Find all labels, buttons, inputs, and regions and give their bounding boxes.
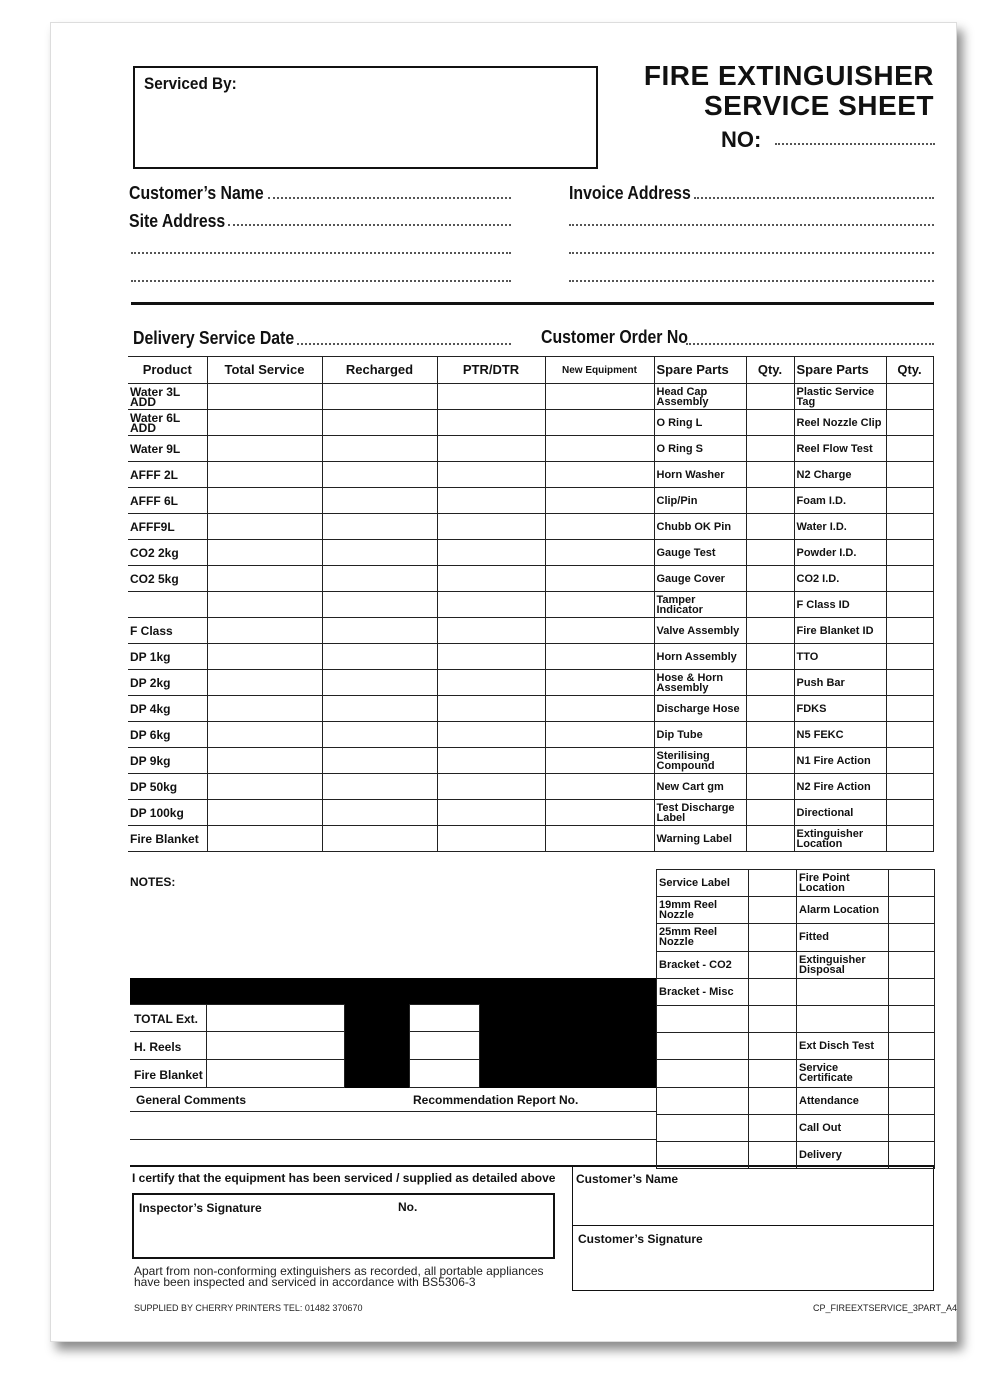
spare-part-2-cell: TTO <box>794 644 886 670</box>
spare-part-2-cell: Powder I.D. <box>794 540 886 566</box>
new-equipment-cell[interactable] <box>545 514 654 540</box>
notes-label: NOTES: <box>130 875 176 889</box>
qty-2-cell[interactable] <box>886 592 933 618</box>
qty-2-cell[interactable] <box>886 774 933 800</box>
qty-1-cell[interactable] <box>746 618 794 644</box>
customer-signature-box[interactable] <box>572 1225 934 1291</box>
product-cell: DP 9kg <box>128 748 207 774</box>
product-cell: DP 4kg <box>128 696 207 722</box>
col-header-qty-1: Qty. <box>746 357 794 384</box>
serviced-by-box[interactable] <box>133 66 598 169</box>
table-row <box>128 800 933 826</box>
certify-statement: I certify that the equipment has been serviced / supplied as detailed above <box>132 1171 556 1185</box>
supplier-footer: SUPPLIED BY CHERRY PRINTERS TEL: 01482 370670 <box>134 1303 363 1313</box>
qty-1-cell[interactable] <box>746 696 794 722</box>
spare-part-2-cell: Plastic Service Tag <box>794 384 886 410</box>
table-row <box>128 488 933 514</box>
spare-part-2-cell: Reel Flow Test <box>794 436 886 462</box>
recharged-cell[interactable] <box>322 774 437 800</box>
table-row <box>128 540 933 566</box>
recharged-cell[interactable] <box>322 748 437 774</box>
spare-part-2-cell: Directional <box>794 800 886 826</box>
qty-2-cell[interactable] <box>886 748 933 774</box>
total-service-cell[interactable] <box>207 566 322 592</box>
delivery-date-field[interactable] <box>297 343 511 345</box>
qty-2-cell[interactable] <box>886 514 933 540</box>
recharged-cell[interactable] <box>322 618 437 644</box>
recharged-cell[interactable] <box>322 722 437 748</box>
recharged-cell[interactable] <box>322 384 437 410</box>
spare-part-2-cell: Foam I.D. <box>794 488 886 514</box>
recharged-cell[interactable] <box>322 462 437 488</box>
divider-rule <box>131 302 934 305</box>
spare-part-2-cell <box>796 978 889 1006</box>
new-equipment-cell[interactable] <box>545 410 654 436</box>
spare-part-1-cell: Service Label <box>656 869 749 897</box>
product-cell: CO2 2kg <box>128 540 207 566</box>
title-line-1: FIRE EXTINGUISHER <box>643 60 934 91</box>
qty-2-cell[interactable] <box>888 1005 935 1033</box>
fire-blanket-field-2[interactable] <box>409 1059 480 1088</box>
qty-1-cell[interactable] <box>748 896 797 924</box>
qty-1-cell[interactable] <box>746 800 794 826</box>
total-service-cell[interactable] <box>207 592 322 618</box>
inspector-signature-box[interactable] <box>132 1193 555 1259</box>
spare-part-2-cell: CO2 I.D. <box>794 566 886 592</box>
no-label: NO: <box>721 127 762 152</box>
total-service-cell[interactable] <box>207 410 322 436</box>
spare-part-1-cell <box>656 1032 749 1060</box>
ptr-dtr-cell[interactable] <box>437 774 545 800</box>
spare-part-2-cell <box>796 1005 889 1033</box>
ptr-dtr-cell[interactable] <box>437 410 545 436</box>
black-band <box>130 978 657 1005</box>
total-ext-field-2[interactable] <box>409 1004 480 1032</box>
total-ext-label: TOTAL Ext. <box>134 1012 199 1026</box>
product-cell <box>128 592 207 618</box>
total-service-cell[interactable] <box>207 436 322 462</box>
fire-blanket-row <box>130 1059 207 1088</box>
qty-1-cell[interactable] <box>748 1032 797 1060</box>
qty-1-cell[interactable] <box>746 436 794 462</box>
ptr-dtr-cell[interactable] <box>437 384 545 410</box>
spare-part-1-cell: Hose & Horn Assembly <box>654 670 746 696</box>
invoice-address-field-3[interactable] <box>569 252 934 254</box>
h-reels-label: H. Reels <box>134 1040 182 1054</box>
col-header-spare-parts-2: Spare Parts <box>794 357 886 384</box>
inspector-signature-label: Inspector’s Signature <box>139 1201 262 1215</box>
table-row <box>128 566 933 592</box>
qty-1-cell[interactable] <box>746 774 794 800</box>
spare-part-2-cell: Extinguisher Disposal <box>796 951 889 979</box>
new-equipment-cell[interactable] <box>545 384 654 410</box>
h-reels-row <box>130 1031 207 1060</box>
spare-part-1-cell: Chubb OK Pin <box>654 514 746 540</box>
spare-part-2-cell: Reel Nozzle Clip <box>794 410 886 436</box>
qty-2-cell[interactable] <box>888 1087 935 1115</box>
col-header-ptr-dtr: PTR/DTR <box>437 357 545 384</box>
col-header-new-equipment: New Equipment <box>545 357 654 384</box>
col-header-product: Product <box>128 357 207 384</box>
invoice-address-label: Invoice Address <box>569 183 691 203</box>
total-service-cell[interactable] <box>207 462 322 488</box>
qty-2-cell[interactable] <box>888 1141 935 1169</box>
qty-1-cell[interactable] <box>748 923 797 951</box>
qty-2-cell[interactable] <box>888 896 935 924</box>
qty-2-cell[interactable] <box>886 800 933 826</box>
product-cell: F Class <box>128 618 207 644</box>
spare-part-2-cell: Extinguisher Location <box>794 826 886 852</box>
qty-1-cell[interactable] <box>746 514 794 540</box>
ptr-dtr-cell[interactable] <box>437 592 545 618</box>
spare-part-1-cell <box>656 1059 749 1087</box>
qty-2-cell[interactable] <box>886 488 933 514</box>
invoice-address-field-4[interactable] <box>569 280 934 282</box>
customer-name-label: Customer’s Name <box>129 183 264 203</box>
recharged-cell[interactable] <box>322 696 437 722</box>
customer-name-field[interactable] <box>268 197 511 199</box>
table-row <box>128 410 933 436</box>
recharged-cell[interactable] <box>322 436 437 462</box>
qty-1-cell[interactable] <box>746 540 794 566</box>
qty-1-cell[interactable] <box>746 384 794 410</box>
new-equipment-cell[interactable] <box>545 592 654 618</box>
product-cell: Water 9L <box>128 436 207 462</box>
qty-2-cell[interactable] <box>886 462 933 488</box>
total-service-cell[interactable] <box>207 826 322 852</box>
qty-2-cell[interactable] <box>888 1114 935 1142</box>
qty-2-cell[interactable] <box>886 410 933 436</box>
spare-part-1-cell <box>656 1141 749 1169</box>
spare-part-1-cell: Gauge Cover <box>654 566 746 592</box>
qty-1-cell[interactable] <box>748 1114 797 1142</box>
product-cell: DP 6kg <box>128 722 207 748</box>
general-comments-label: General Comments <box>136 1093 247 1107</box>
qty-1-cell[interactable] <box>746 462 794 488</box>
ptr-dtr-cell[interactable] <box>437 488 545 514</box>
spare-part-2-cell: N5 FEKC <box>794 722 886 748</box>
spare-part-2-cell: Ext Disch Test <box>796 1032 889 1060</box>
qty-1-cell[interactable] <box>746 488 794 514</box>
fire-blanket-total-label: Fire Blanket <box>134 1068 203 1082</box>
spare-part-1-cell: O Ring L <box>654 410 746 436</box>
recharged-cell[interactable] <box>322 540 437 566</box>
new-equipment-cell[interactable] <box>545 566 654 592</box>
qty-1-cell[interactable] <box>746 722 794 748</box>
product-cell: Water 6L ADD <box>128 410 207 436</box>
qty-2-cell[interactable] <box>886 540 933 566</box>
table-row <box>128 592 933 618</box>
col-header-total-service: Total Service <box>207 357 322 384</box>
ptr-dtr-cell[interactable] <box>437 670 545 696</box>
spare-part-1-cell <box>656 1005 749 1033</box>
new-equipment-cell[interactable] <box>545 696 654 722</box>
ptr-dtr-cell[interactable] <box>437 826 545 852</box>
recharged-cell[interactable] <box>322 410 437 436</box>
table-row <box>128 774 933 800</box>
spare-part-2-cell: N2 Fire Action <box>794 774 886 800</box>
table-row <box>128 384 933 410</box>
qty-2-cell[interactable] <box>886 696 933 722</box>
qty-2-cell[interactable] <box>888 951 935 979</box>
qty-2-cell[interactable] <box>888 1032 935 1060</box>
no-field[interactable] <box>775 143 935 145</box>
col-header-recharged: Recharged <box>322 357 437 384</box>
black-block-2 <box>479 1005 657 1088</box>
recharged-cell[interactable] <box>322 670 437 696</box>
qty-2-cell[interactable] <box>888 923 935 951</box>
new-equipment-cell[interactable] <box>545 462 654 488</box>
spare-part-2-cell: Call Out <box>796 1114 889 1142</box>
spare-part-1-cell: O Ring S <box>654 436 746 462</box>
product-cell: Fire Blanket <box>128 826 207 852</box>
spare-part-1-cell: Valve Assembly <box>654 618 746 644</box>
spare-part-2-cell: Fitted <box>796 923 889 951</box>
spare-part-2-cell: Service Certificate <box>796 1059 889 1087</box>
qty-1-cell[interactable] <box>746 826 794 852</box>
product-cell: Water 3L ADD <box>128 384 207 410</box>
ptr-dtr-cell[interactable] <box>437 514 545 540</box>
qty-1-cell[interactable] <box>748 1059 797 1087</box>
qty-1-cell[interactable] <box>746 670 794 696</box>
qty-1-cell[interactable] <box>748 1005 797 1033</box>
new-equipment-cell[interactable] <box>545 644 654 670</box>
service-table <box>128 356 934 852</box>
qty-1-cell[interactable] <box>746 748 794 774</box>
col-header-qty-2: Qty. <box>886 357 933 384</box>
spare-part-1-cell: Test Discharge Label <box>654 800 746 826</box>
disclaimer-text: Apart from non-conforming extinguishers as recorded, all portable appliances have been inspected and serviced in accordance with BS5306-3 <box>134 1264 544 1289</box>
spare-part-1-cell: Bracket - Misc <box>656 978 749 1006</box>
spare-part-1-cell: New Cart gm <box>654 774 746 800</box>
spare-part-2-cell: F Class ID <box>794 592 886 618</box>
new-equipment-cell[interactable] <box>545 540 654 566</box>
recommendation-label: Recommendation Report No. <box>413 1093 579 1107</box>
spare-part-1-cell: Clip/Pin <box>654 488 746 514</box>
table-row <box>128 826 933 852</box>
general-comments-field[interactable] <box>130 1111 657 1140</box>
h-reels-field-2[interactable] <box>409 1031 480 1060</box>
ptr-dtr-cell[interactable] <box>437 566 545 592</box>
new-equipment-cell[interactable] <box>545 488 654 514</box>
spare-part-1-cell: 19mm Reel Nozzle <box>656 896 749 924</box>
qty-2-cell[interactable] <box>886 436 933 462</box>
spare-part-1-cell: Discharge Hose <box>654 696 746 722</box>
new-equipment-cell[interactable] <box>545 722 654 748</box>
total-service-cell[interactable] <box>207 618 322 644</box>
customer-name-sign-label: Customer’s Name <box>576 1172 679 1186</box>
qty-1-cell[interactable] <box>746 592 794 618</box>
spare-part-1-cell: Sterilising Compound <box>654 748 746 774</box>
delivery-date-label: Delivery Service Date <box>133 328 295 348</box>
total-service-cell[interactable] <box>207 488 322 514</box>
product-cell: AFFF 6L <box>128 488 207 514</box>
spare-part-2-cell: Delivery <box>796 1141 889 1169</box>
site-address-field-1[interactable] <box>228 224 511 226</box>
product-cell: DP 50kg <box>128 774 207 800</box>
total-service-cell[interactable] <box>207 384 322 410</box>
qty-1-cell[interactable] <box>748 951 797 979</box>
ptr-dtr-cell[interactable] <box>437 540 545 566</box>
invoice-address-field-1[interactable] <box>694 197 934 199</box>
table-row <box>128 696 933 722</box>
customer-signature-label: Customer’s Signature <box>578 1232 703 1246</box>
spare-part-2-cell: N2 Charge <box>794 462 886 488</box>
spare-part-2-cell: Push Bar <box>794 670 886 696</box>
site-address-label: Site Address <box>129 211 226 231</box>
qty-2-cell[interactable] <box>888 1059 935 1087</box>
qty-2-cell[interactable] <box>886 618 933 644</box>
recharged-cell[interactable] <box>322 488 437 514</box>
site-address-field-3[interactable] <box>131 280 511 282</box>
spare-part-1-cell: Dip Tube <box>654 722 746 748</box>
qty-1-cell[interactable] <box>748 1087 797 1115</box>
qty-2-cell[interactable] <box>886 644 933 670</box>
total-service-cell[interactable] <box>207 514 322 540</box>
spare-part-1-cell: Head Cap Assembly <box>654 384 746 410</box>
black-block-1 <box>344 1005 410 1088</box>
product-cell: AFFF 2L <box>128 462 207 488</box>
total-service-cell[interactable] <box>207 644 322 670</box>
qty-1-cell[interactable] <box>748 978 797 1006</box>
ptr-dtr-cell[interactable] <box>437 462 545 488</box>
col-header-spare-parts-1: Spare Parts <box>654 357 746 384</box>
table-row <box>128 436 933 462</box>
spare-part-1-cell: Gauge Test <box>654 540 746 566</box>
recharged-cell[interactable] <box>322 644 437 670</box>
spare-part-2-cell: Fire Blanket ID <box>794 618 886 644</box>
fire-blanket-field[interactable] <box>206 1059 345 1088</box>
notes-area[interactable] <box>128 869 657 979</box>
new-equipment-cell[interactable] <box>545 670 654 696</box>
table-row <box>128 514 933 540</box>
spare-part-1-cell: Horn Assembly <box>654 644 746 670</box>
total-ext-field[interactable] <box>206 1004 345 1032</box>
h-reels-field[interactable] <box>206 1031 345 1060</box>
spare-part-1-cell: Warning Label <box>654 826 746 852</box>
ptr-dtr-cell[interactable] <box>437 436 545 462</box>
qty-2-cell[interactable] <box>886 826 933 852</box>
new-equipment-cell[interactable] <box>545 774 654 800</box>
total-service-cell[interactable] <box>207 774 322 800</box>
table-row <box>128 670 933 696</box>
spare-part-2-cell: Fire Point Location <box>796 869 889 897</box>
customer-order-label: Customer Order No <box>541 327 688 347</box>
total-service-cell[interactable] <box>207 748 322 774</box>
spare-part-2-cell: Water I.D. <box>794 514 886 540</box>
spare-part-2-cell: N1 Fire Action <box>794 748 886 774</box>
serviced-by-label: Serviced By: <box>144 74 237 93</box>
site-address-field-2[interactable] <box>131 252 511 254</box>
spare-part-2-cell: Alarm Location <box>796 896 889 924</box>
qty-1-cell[interactable] <box>746 410 794 436</box>
qty-2-cell[interactable] <box>886 384 933 410</box>
ptr-dtr-cell[interactable] <box>437 644 545 670</box>
invoice-address-field-2[interactable] <box>569 224 934 226</box>
table-row <box>128 748 933 774</box>
qty-1-cell[interactable] <box>748 1141 797 1169</box>
inspector-no-label: No. <box>398 1200 418 1214</box>
total-service-cell[interactable] <box>207 800 322 826</box>
recharged-cell[interactable] <box>322 800 437 826</box>
new-equipment-cell[interactable] <box>545 618 654 644</box>
qty-2-cell[interactable] <box>886 670 933 696</box>
product-cell: DP 100kg <box>128 800 207 826</box>
total-service-cell[interactable] <box>207 670 322 696</box>
recharged-cell[interactable] <box>322 826 437 852</box>
new-equipment-cell[interactable] <box>545 748 654 774</box>
spare-part-1-cell: Tamper Indicator <box>654 592 746 618</box>
total-service-cell[interactable] <box>207 696 322 722</box>
new-equipment-cell[interactable] <box>545 800 654 826</box>
spare-part-1-cell <box>656 1087 749 1115</box>
recharged-cell[interactable] <box>322 592 437 618</box>
table-row <box>128 644 933 670</box>
new-equipment-cell[interactable] <box>545 436 654 462</box>
qty-1-cell[interactable] <box>746 644 794 670</box>
spare-part-1-cell: Horn Washer <box>654 462 746 488</box>
ptr-dtr-cell[interactable] <box>437 800 545 826</box>
customer-name-box[interactable] <box>572 1166 934 1226</box>
product-cell: DP 2kg <box>128 670 207 696</box>
qty-2-cell[interactable] <box>888 978 935 1006</box>
title-line-2: SERVICE SHEET <box>703 90 934 121</box>
table-row <box>128 462 933 488</box>
product-cell: AFFF9L <box>128 514 207 540</box>
total-service-cell[interactable] <box>207 540 322 566</box>
ptr-dtr-cell[interactable] <box>437 696 545 722</box>
spare-part-1-cell: 25mm Reel Nozzle <box>656 923 749 951</box>
qty-2-cell[interactable] <box>888 869 935 897</box>
total-ext-row <box>130 1004 207 1032</box>
ptr-dtr-cell[interactable] <box>437 722 545 748</box>
spare-part-1-cell <box>656 1114 749 1142</box>
qty-2-cell[interactable] <box>886 566 933 592</box>
recharged-cell[interactable] <box>322 514 437 540</box>
recharged-cell[interactable] <box>322 566 437 592</box>
spare-part-2-cell: Attendance <box>796 1087 889 1115</box>
ptr-dtr-cell[interactable] <box>437 618 545 644</box>
spare-part-2-cell: FDKS <box>794 696 886 722</box>
product-cell: DP 1kg <box>128 644 207 670</box>
total-service-cell[interactable] <box>207 722 322 748</box>
table-row <box>128 618 933 644</box>
customer-order-field[interactable] <box>686 343 934 345</box>
ptr-dtr-cell[interactable] <box>437 748 545 774</box>
qty-1-cell[interactable] <box>746 566 794 592</box>
qty-1-cell[interactable] <box>748 869 797 897</box>
new-equipment-cell[interactable] <box>545 826 654 852</box>
product-cell: CO2 5kg <box>128 566 207 592</box>
spare-part-1-cell: Bracket - CO2 <box>656 951 749 979</box>
form-code-footer: CP_FIREEXTSERVICE_3PART_A4 <box>813 1303 958 1313</box>
qty-2-cell[interactable] <box>886 722 933 748</box>
table-row <box>128 722 933 748</box>
